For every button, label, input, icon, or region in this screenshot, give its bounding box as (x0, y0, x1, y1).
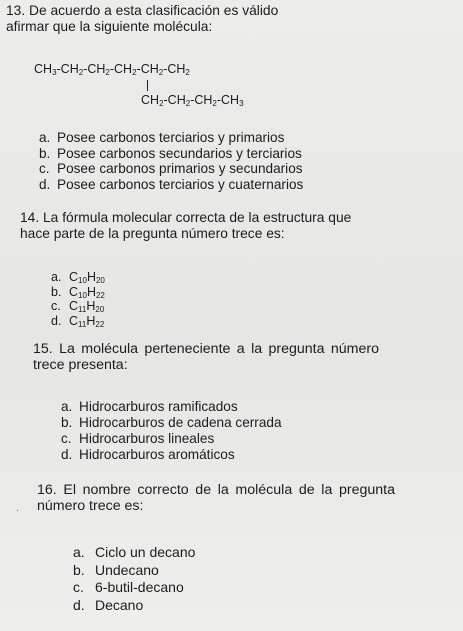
q14-option-b[interactable]: b. $C_{10}H_{22}$ (51, 284, 105, 300)
q15-option-a[interactable]: a. Hidrocarburos ramificados (61, 399, 238, 414)
formula-branch-bond (147, 80, 148, 91)
question-13: 13. De acuerdo a esta clasificación es válido afirmar que la siguiente molécula: (6, 3, 279, 34)
structural-formula (34, 62, 190, 76)
q13-option-d[interactable]: d. Posee carbonos terciarios y cuaternarios (39, 176, 304, 192)
q16-option-a[interactable]: a. Ciclo un decano (73, 544, 196, 560)
formula-main-chain: $CH_3-CH_2-CH_2-CH_2-CH_2-CH_2$ (34, 62, 190, 77)
q13-option-c[interactable]: c. Posee carbonos primarios y secundarios (39, 161, 303, 176)
q15-option-d[interactable]: d. Hidrocarburos aromáticos (61, 447, 235, 462)
margin-mark: . (16, 503, 19, 514)
q15-option-b[interactable]: b. Hidrocarburos de cadena cerrada (61, 415, 282, 430)
q16-option-d[interactable]: d. Decano (73, 596, 144, 613)
q14-option-c[interactable]: c. $C_{11}H_{20}$ (51, 299, 105, 314)
q16-options (73, 544, 195, 614)
formula-branch-chain: $CH_2-CH_2-CH_2-CH_3$ (141, 93, 244, 108)
question-16: 16. El nombre correcto de la molécula de la pregunta número trece es: (37, 482, 395, 514)
q16-option-c[interactable]: c. 6-butil-decano (73, 579, 184, 595)
q15-options (61, 399, 282, 463)
question-14: 14. La fórmula molecular correcta de la estructura que hace parte de la pregunta número trece es: (20, 210, 352, 241)
q13-options (39, 130, 303, 192)
q14-option-d[interactable]: d. $C_{11}H_{22}$ (51, 313, 105, 329)
q14-option-a[interactable]: a. $C_{10}H_{20}$ (51, 270, 105, 285)
q13-option-a[interactable]: a. Posee carbonos terciarios y primarios (39, 130, 285, 145)
q13-option-b[interactable]: b. Posee carbonos secundarios y terciarios (39, 145, 302, 161)
q14-options (51, 270, 105, 328)
question-15: 15. La molécula perteneciente a la pregunta número trece presenta: (33, 341, 379, 373)
q16-option-b[interactable]: b. Undecano (73, 561, 159, 578)
q15-option-c[interactable]: c. Hidrocarburos lineales (61, 431, 215, 446)
